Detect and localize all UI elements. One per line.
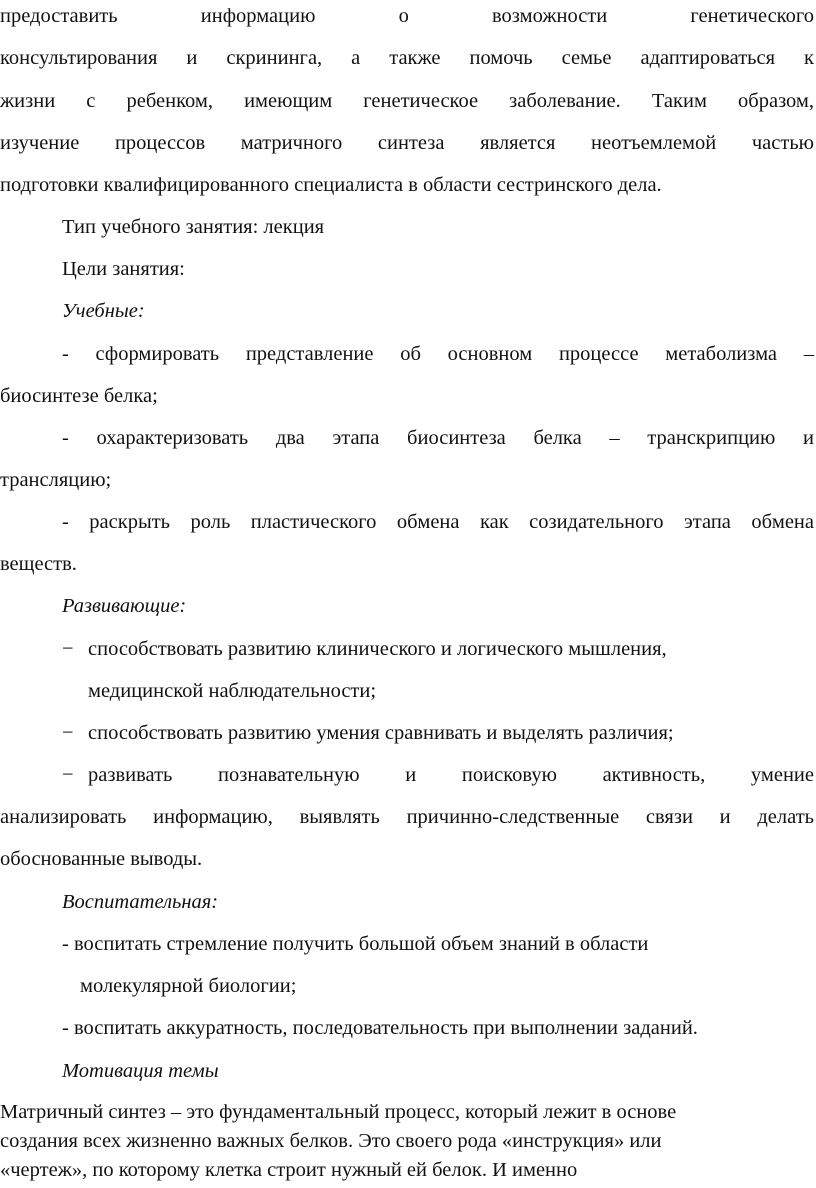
developing-item-1 <box>62 636 816 662</box>
intro-line-2: консультирования и скрининга, а также помочь семье адаптироваться к <box>0 47 814 69</box>
intro-line-3: жизни с ребенком, имеющим генетическое заболевание. Таким образом, <box>0 90 814 112</box>
educational-item-2-line-2: трансляцию; <box>0 469 112 491</box>
list-dash-marker: − <box>62 764 74 786</box>
developing-item-2-line-1: способствовать развитию умения сравнивать и выделять различия; <box>88 722 674 744</box>
developing-heading: Развивающие: <box>62 595 187 617</box>
developing-item-2 <box>62 720 816 746</box>
developing-item-1-line-2: медицинской наблюдательности; <box>88 680 377 702</box>
motivation-line-1: Матричный синтез – это фундаментальный процесс, который лежит в основе <box>0 1101 677 1123</box>
educational-heading: Учебные: <box>62 300 145 322</box>
upbringing-item-1-line-1: - воспитать стремление получить большой объем знаний в области <box>62 933 649 955</box>
educational-item-3-line-1: - раскрыть роль пластического обмена как созидательного этапа обмена <box>62 511 814 533</box>
developing-item-1-line-1: способствовать развитию клинического и логического мышления, <box>88 638 667 660</box>
educational-item-3-line-2: веществ. <box>0 553 77 575</box>
upbringing-heading: Воспитательная: <box>62 891 219 913</box>
motivation-line-3: «чертеж», по которому клетка строит нужный ей белок. И именно <box>0 1159 578 1181</box>
intro-line-5: подготовки квалифицированного специалиста в области сестринского дела. <box>0 174 662 196</box>
list-dash-marker: − <box>62 722 74 744</box>
developing-item-3-line-3: обоснованные выводы. <box>0 848 203 870</box>
motivation-line-2: создания всех жизненно важных белков. Это своего рода «инструкция» или <box>0 1130 662 1152</box>
list-dash-marker: − <box>62 638 74 660</box>
educational-item-1-line-2: биосинтезе белка; <box>0 385 158 407</box>
developing-item-3 <box>62 762 814 788</box>
motivation-heading: Мотивация темы <box>62 1060 219 1082</box>
upbringing-item-1-line-2: молекулярной биологии; <box>80 975 297 997</box>
educational-item-1-line-1: - сформировать представление об основном процессе метаболизма – <box>62 343 814 365</box>
intro-line-4: изучение процессов матричного синтеза является неотъемлемой частью <box>0 132 814 154</box>
intro-line-1: предоставить информацию о возможности генетического <box>0 5 814 27</box>
developing-item-3-line-2: анализировать информацию, выявлять причинно-следственные связи и делать <box>0 806 814 828</box>
upbringing-item-2-line-1: - воспитать аккуратность, последовательность при выполнении заданий. <box>62 1017 698 1039</box>
goals-heading: Цели занятия: <box>62 258 185 280</box>
educational-item-2-line-1: - охарактеризовать два этапа биосинтеза белка – транскрипцию и <box>62 427 814 449</box>
developing-item-3-line-1: развивать познавательную и поисковую активность, умение <box>88 764 814 786</box>
lesson-type: Тип учебного занятия: лекция <box>62 216 325 238</box>
